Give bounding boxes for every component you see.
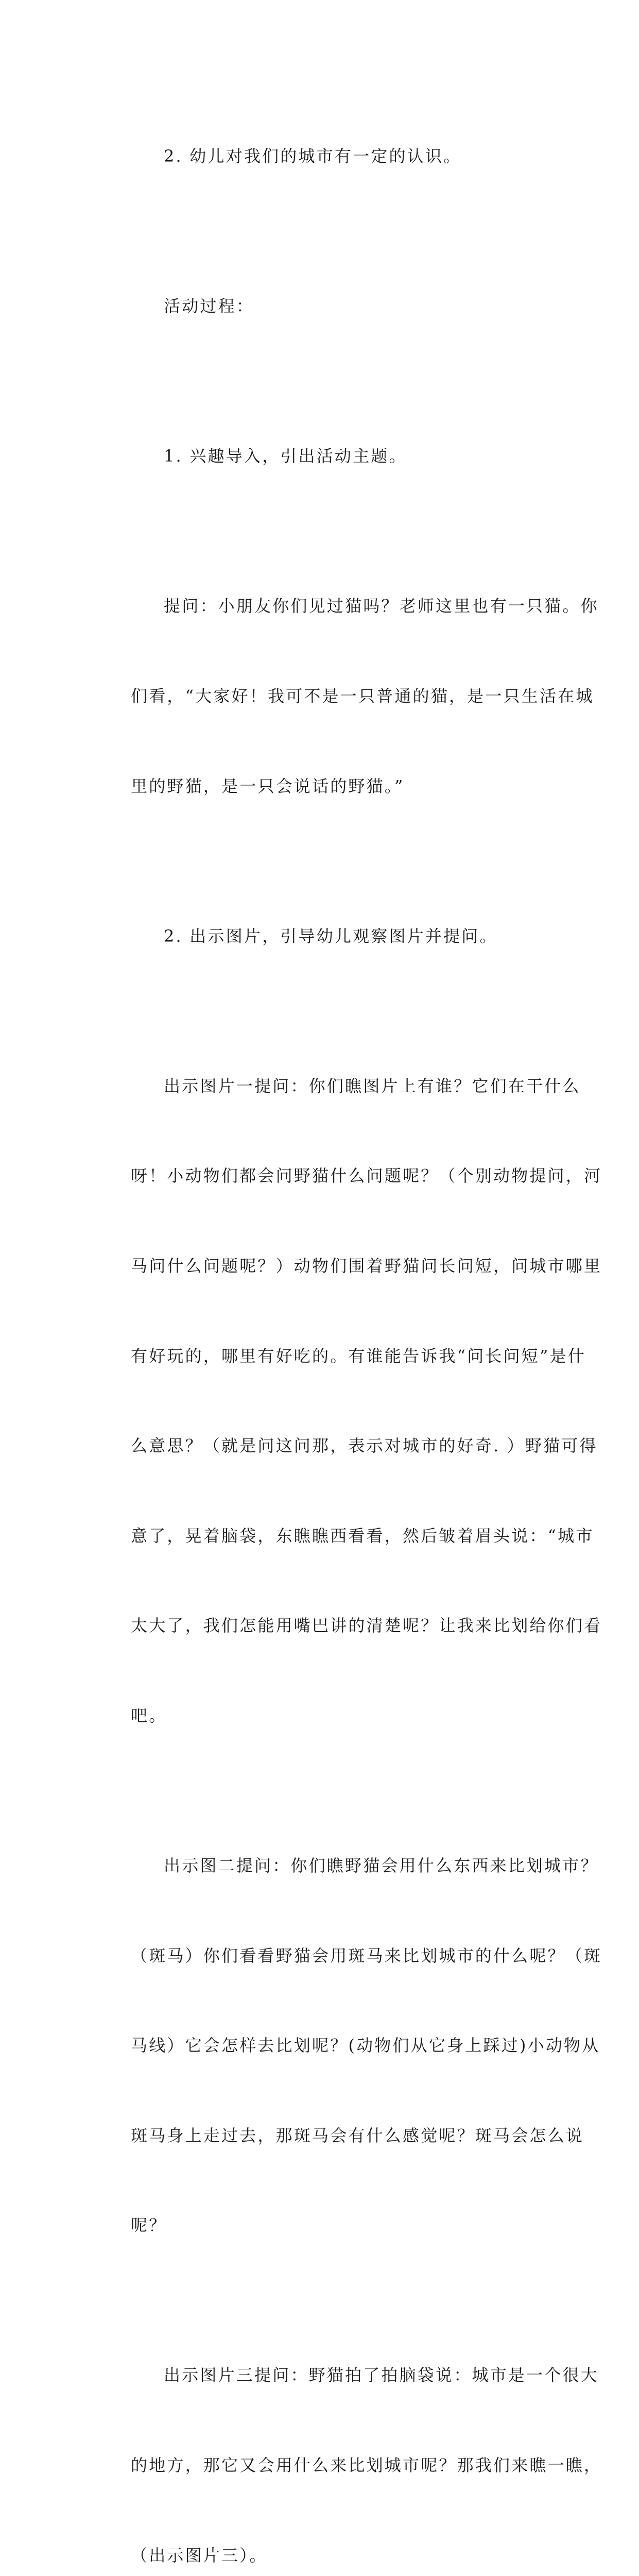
text-line: 1. 兴趣导入，引出活动主题。 [164, 446, 407, 466]
paragraph [98, 81, 546, 231]
text-line: 出示图片一提问：你们瞧图片上有谁？它们在干什么 [164, 1076, 581, 1096]
text-line: 有好玩的，哪里有好吃的。有谁能告诉我“问长问短”是什 [131, 1346, 586, 1366]
text-line: （出示图片三）。 [131, 2545, 268, 2565]
paragraph [98, 861, 546, 1011]
text-line: 意了，晃着脑袋，东瞧瞧西看看，然后皱着眉头说：“城市 [131, 1526, 594, 1546]
text-line: 2. 幼儿对我们的城市有一定的认识。 [164, 146, 462, 166]
text-line: 们看，“大家好！我可不是一只普通的猫，是一只生活在城 [131, 686, 594, 706]
text-line: 么意思？（就是问这问那，表示对城市的好奇. ）野猫可得 [131, 1436, 598, 1456]
text-line: 的地方，那它又会用什么来比划城市呢？那我们来瞧一瞧， [131, 2455, 602, 2476]
section-heading: 活动过程： [164, 296, 255, 316]
paragraph [98, 1791, 602, 2300]
paragraph [98, 1011, 602, 1790]
text-line: 出示图二提问：你们瞧野猫会用什么东西来比划城市？ [164, 1855, 599, 1875]
text-line: 斑马身上走过去，那斑马会有什么感觉呢？斑马会怎么说 [131, 2125, 584, 2145]
text-line: 吧。 [131, 1705, 167, 1725]
text-line: （斑马）你们看看野猫会用斑马来比划城市的什么呢？（斑 [131, 1945, 602, 1965]
paragraph [98, 531, 599, 861]
text-line: 出示图片三提问：野猫拍了拍脑袋说：城市是一个很大 [164, 2365, 599, 2385]
paragraph [98, 231, 546, 381]
text-line: 呀！小动物们都会问野猫什么问题呢？（个别动物提问，河 [131, 1166, 602, 1186]
text-line: 里的野猫，是一只会说话的野猫。” [131, 776, 405, 796]
text-line: 马问什么问题呢？）动物们围着野猫问长问短，问城市哪里 [131, 1256, 602, 1276]
text-line: 提问：小朋友你们见过猫吗？老师这里也有一只猫。你 [164, 596, 599, 616]
paragraph [98, 2300, 602, 2576]
text-line: 呢？ [131, 2215, 167, 2235]
text-line: 2. 出示图片，引导幼儿观察图片并提问。 [164, 926, 498, 946]
document-body [98, 81, 602, 2576]
paragraph [98, 381, 546, 531]
text-line: 马线）它会怎样去比划呢？(动物们从它身上踩过)小动物从 [131, 2036, 600, 2056]
text-line: 太大了，我们怎能用嘴巴讲的清楚呢？让我来比划给你们看 [131, 1616, 602, 1636]
